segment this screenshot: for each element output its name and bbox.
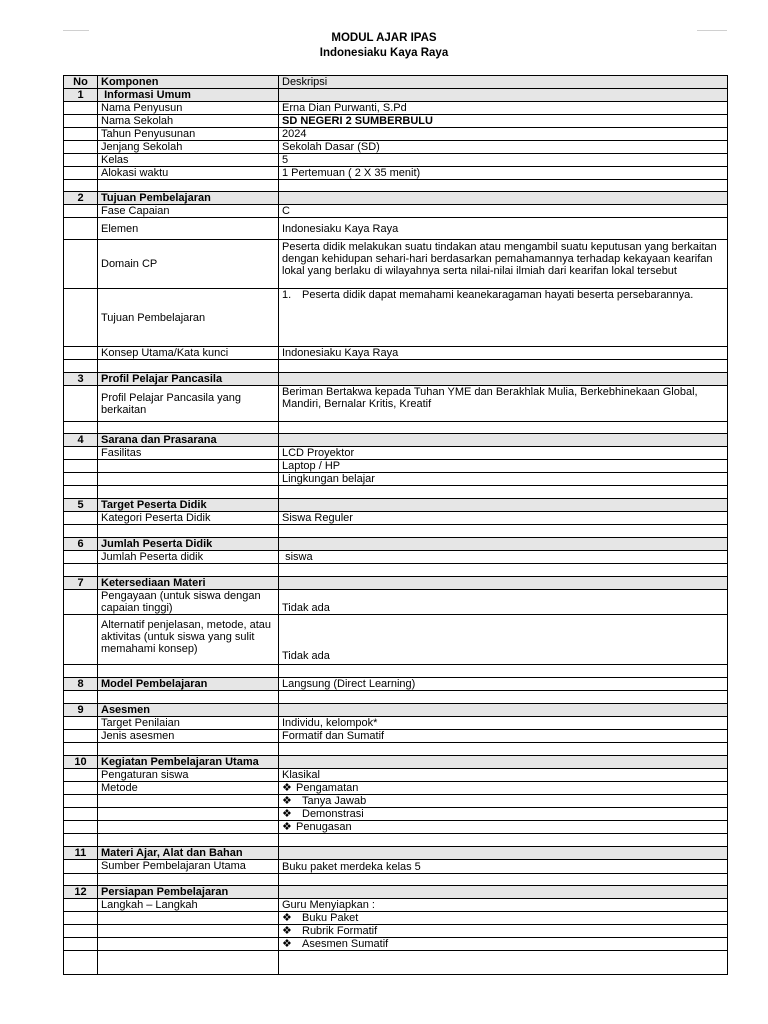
deskripsi-cell: Individu, kelompok*	[279, 717, 728, 730]
komponen-cell: Konsep Utama/Kata kunci	[98, 347, 279, 360]
header-rule-right	[697, 30, 727, 31]
section-number: 12	[64, 886, 98, 899]
komponen-cell: Tahun Penyusunan	[98, 128, 279, 141]
deskripsi-cell: LCD Proyektor	[279, 447, 728, 460]
document-title: MODUL AJAR IPAS	[331, 32, 437, 44]
spacer-row	[64, 422, 728, 434]
table-row	[64, 821, 728, 834]
table-row	[64, 473, 728, 486]
komponen-cell: Nama Penyusun	[98, 102, 279, 115]
section-number: 5	[64, 499, 98, 512]
spacer-row	[64, 564, 728, 577]
section-title: Jumlah Peserta Didik	[98, 538, 279, 551]
section-title: Sarana dan Prasarana	[98, 434, 279, 447]
komponen-cell: Nama Sekolah	[98, 115, 279, 128]
table-row	[64, 730, 728, 743]
komponen-cell: Target Penilaian	[98, 717, 279, 730]
deskripsi-cell: Langsung (Direct Learning)	[279, 678, 728, 691]
table-row	[64, 218, 728, 240]
section-blank	[279, 89, 728, 102]
section-5-header	[64, 499, 728, 512]
section-title: Asesmen	[98, 704, 279, 717]
table-row	[64, 167, 728, 180]
section-number: 8	[64, 678, 98, 691]
komponen-cell: Alokasi waktu	[98, 167, 279, 180]
section-title: Ketersediaan Materi	[98, 577, 279, 590]
deskripsi-cell: C	[279, 205, 728, 218]
deskripsi-cell: Indonesiaku Kaya Raya	[279, 347, 728, 360]
komponen-cell: Kategori Peserta Didik	[98, 512, 279, 525]
spacer-row	[64, 834, 728, 847]
section-2-header	[64, 192, 728, 205]
deskripsi-cell: Beriman Bertakwa kepada Tuhan YME dan Berakhlak Mulia, Berkebhinekaan Global, Mandiri, Bernalar Kritis, Kreatif	[279, 386, 728, 422]
section-number: 1	[64, 89, 98, 102]
deskripsi-cell: Siswa Reguler	[279, 512, 728, 525]
section-title: Profil Pelajar Pancasila	[98, 373, 279, 386]
deskripsi-cell: Peserta didik melakukan suatu tindakan atau mengambil suatu keputusan yang berkaitan dengan kehidupan sehari-hari berdasarkan pemahamannya terhadap kekayaan kearifan lokal yang berlaku di wilayahnya serta nilai-nilai ilmiah dari kearifan lokal tersebut	[279, 240, 728, 289]
komponen-cell: Elemen	[98, 218, 279, 240]
komponen-cell: Fasilitas	[98, 447, 279, 460]
komponen-cell: Sumber Pembelajaran Utama	[98, 860, 279, 874]
section-title: Tujuan Pembelajaran	[98, 192, 279, 205]
bullet-icon: ❖	[282, 938, 292, 950]
table-row	[64, 447, 728, 460]
deskripsi-cell: ❖ Demonstrasi	[279, 808, 728, 821]
table-row	[64, 460, 728, 473]
table-row	[64, 938, 728, 951]
table-row	[64, 141, 728, 154]
section-number: 11	[64, 847, 98, 860]
section-4-header	[64, 434, 728, 447]
table-row	[64, 925, 728, 938]
col-deskripsi-header: Deskripsi	[279, 76, 728, 89]
section-7-header	[64, 577, 728, 590]
section-number: 9	[64, 704, 98, 717]
spacer-row	[64, 691, 728, 704]
table-row	[64, 347, 728, 360]
deskripsi-cell: ❖ Buku Paket	[279, 912, 728, 925]
komponen-cell: Metode	[98, 782, 279, 795]
komponen-cell: Domain CP	[98, 240, 279, 289]
section-title: Kegiatan Pembelajaran Utama	[98, 756, 279, 769]
section-8-header	[64, 678, 728, 691]
komponen-cell: Pengayaan (untuk siswa dengan capaian tinggi)	[98, 590, 279, 615]
deskripsi-cell: 1 Pertemuan ( 2 X 35 menit)	[279, 167, 728, 180]
deskripsi-cell: siswa	[279, 551, 728, 564]
section-title: Persiapan Pembelajaran	[98, 886, 279, 899]
deskripsi-cell: Indonesiaku Kaya Raya	[279, 218, 728, 240]
section-9-header	[64, 704, 728, 717]
table-header-row	[64, 76, 728, 89]
spacer-row	[64, 525, 728, 538]
deskripsi-cell: ❖ Penugasan	[279, 821, 728, 834]
section-number: 3	[64, 373, 98, 386]
document-subtitle: Indonesiaku Kaya Raya	[319, 47, 449, 59]
komponen-cell: Langkah – Langkah	[98, 899, 279, 912]
spacer-row	[64, 360, 728, 373]
komponen-cell: Jenis asesmen	[98, 730, 279, 743]
bullet-icon: ❖	[282, 795, 292, 807]
deskripsi-cell: Klasikal	[279, 769, 728, 782]
deskripsi-cell: Buku paket merdeka kelas 5	[279, 860, 728, 874]
table-row	[64, 128, 728, 141]
table-row	[64, 769, 728, 782]
table-row	[64, 717, 728, 730]
section-number: 7	[64, 577, 98, 590]
deskripsi-cell: ❖ Pengamatan	[279, 782, 728, 795]
section-number: 4	[64, 434, 98, 447]
header-rule-left	[63, 30, 89, 31]
bullet-icon: ❖	[282, 925, 292, 937]
table-row	[64, 240, 728, 289]
table-row	[64, 551, 728, 564]
table-row	[64, 782, 728, 795]
deskripsi-cell: 2024	[279, 128, 728, 141]
deskripsi-cell: Erna Dian Purwanti, S.Pd	[279, 102, 728, 115]
spacer-row	[64, 180, 728, 192]
section-title: Model Pembelajaran	[98, 678, 279, 691]
komponen-cell: Alternatif penjelasan, metode, atau aktivitas (untuk siswa yang sulit memahami konsep)	[98, 615, 279, 665]
spacer-row	[64, 951, 728, 975]
table-row	[64, 590, 728, 615]
deskripsi-cell: ❖ Asesmen Sumatif	[279, 938, 728, 951]
section-title: Informasi Umum	[98, 89, 279, 102]
table-row	[64, 386, 728, 422]
section-title: Target Peserta Didik	[98, 499, 279, 512]
komponen-cell: Profil Pelajar Pancasila yang berkaitan	[98, 386, 279, 422]
deskripsi-cell: 5	[279, 154, 728, 167]
deskripsi-cell: SD NEGERI 2 SUMBERBULU	[279, 115, 728, 128]
section-number: 2	[64, 192, 98, 205]
komponen-cell: Jumlah Peserta didik	[98, 551, 279, 564]
deskripsi-cell: Laptop / HP	[279, 460, 728, 473]
komponen-cell: Jenjang Sekolah	[98, 141, 279, 154]
table-row	[64, 289, 728, 347]
table-row	[64, 860, 728, 874]
deskripsi-cell: 1. Peserta didik dapat memahami keanekaragaman hayati beserta persebarannya.	[279, 289, 728, 347]
spacer-row	[64, 486, 728, 499]
table-row	[64, 115, 728, 128]
section-1-header	[64, 89, 728, 102]
spacer-row	[64, 743, 728, 756]
komponen-cell: Kelas	[98, 154, 279, 167]
komponen-cell: Tujuan Pembelajaran	[98, 289, 279, 347]
section-number: 6	[64, 538, 98, 551]
section-6-header	[64, 538, 728, 551]
deskripsi-cell: Sekolah Dasar (SD)	[279, 141, 728, 154]
section-12-header	[64, 886, 728, 899]
deskripsi-cell: ❖ Rubrik Formatif	[279, 925, 728, 938]
bullet-icon: ❖	[282, 808, 292, 820]
deskripsi-cell: Formatif dan Sumatif	[279, 730, 728, 743]
komponen-cell: Fase Capaian	[98, 205, 279, 218]
bullet-icon: ❖	[282, 821, 292, 833]
table-row	[64, 899, 728, 912]
section-10-header	[64, 756, 728, 769]
table-row	[64, 205, 728, 218]
section-3-header	[64, 373, 728, 386]
spacer-row	[64, 665, 728, 678]
deskripsi-cell: Lingkungan belajar	[279, 473, 728, 486]
table-row	[64, 512, 728, 525]
table-row	[64, 808, 728, 821]
section-11-header	[64, 847, 728, 860]
bullet-icon: ❖	[282, 782, 292, 794]
table-row	[64, 154, 728, 167]
komponen-cell: Pengaturan siswa	[98, 769, 279, 782]
section-title: Materi Ajar, Alat dan Bahan	[98, 847, 279, 860]
deskripsi-cell: Guru Menyiapkan :	[279, 899, 728, 912]
spacer-row	[64, 874, 728, 886]
table-row	[64, 795, 728, 808]
section-number: 10	[64, 756, 98, 769]
table-row	[64, 912, 728, 925]
deskripsi-cell: ❖ Tanya Jawab	[279, 795, 728, 808]
deskripsi-cell: Tidak ada	[279, 590, 728, 615]
table-row	[64, 615, 728, 665]
col-komponen-header: Komponen	[98, 76, 279, 89]
col-no-header: No	[64, 76, 98, 89]
table-row	[64, 102, 728, 115]
bullet-icon: ❖	[282, 912, 292, 924]
deskripsi-cell: Tidak ada	[279, 615, 728, 665]
modul-table	[63, 75, 728, 975]
